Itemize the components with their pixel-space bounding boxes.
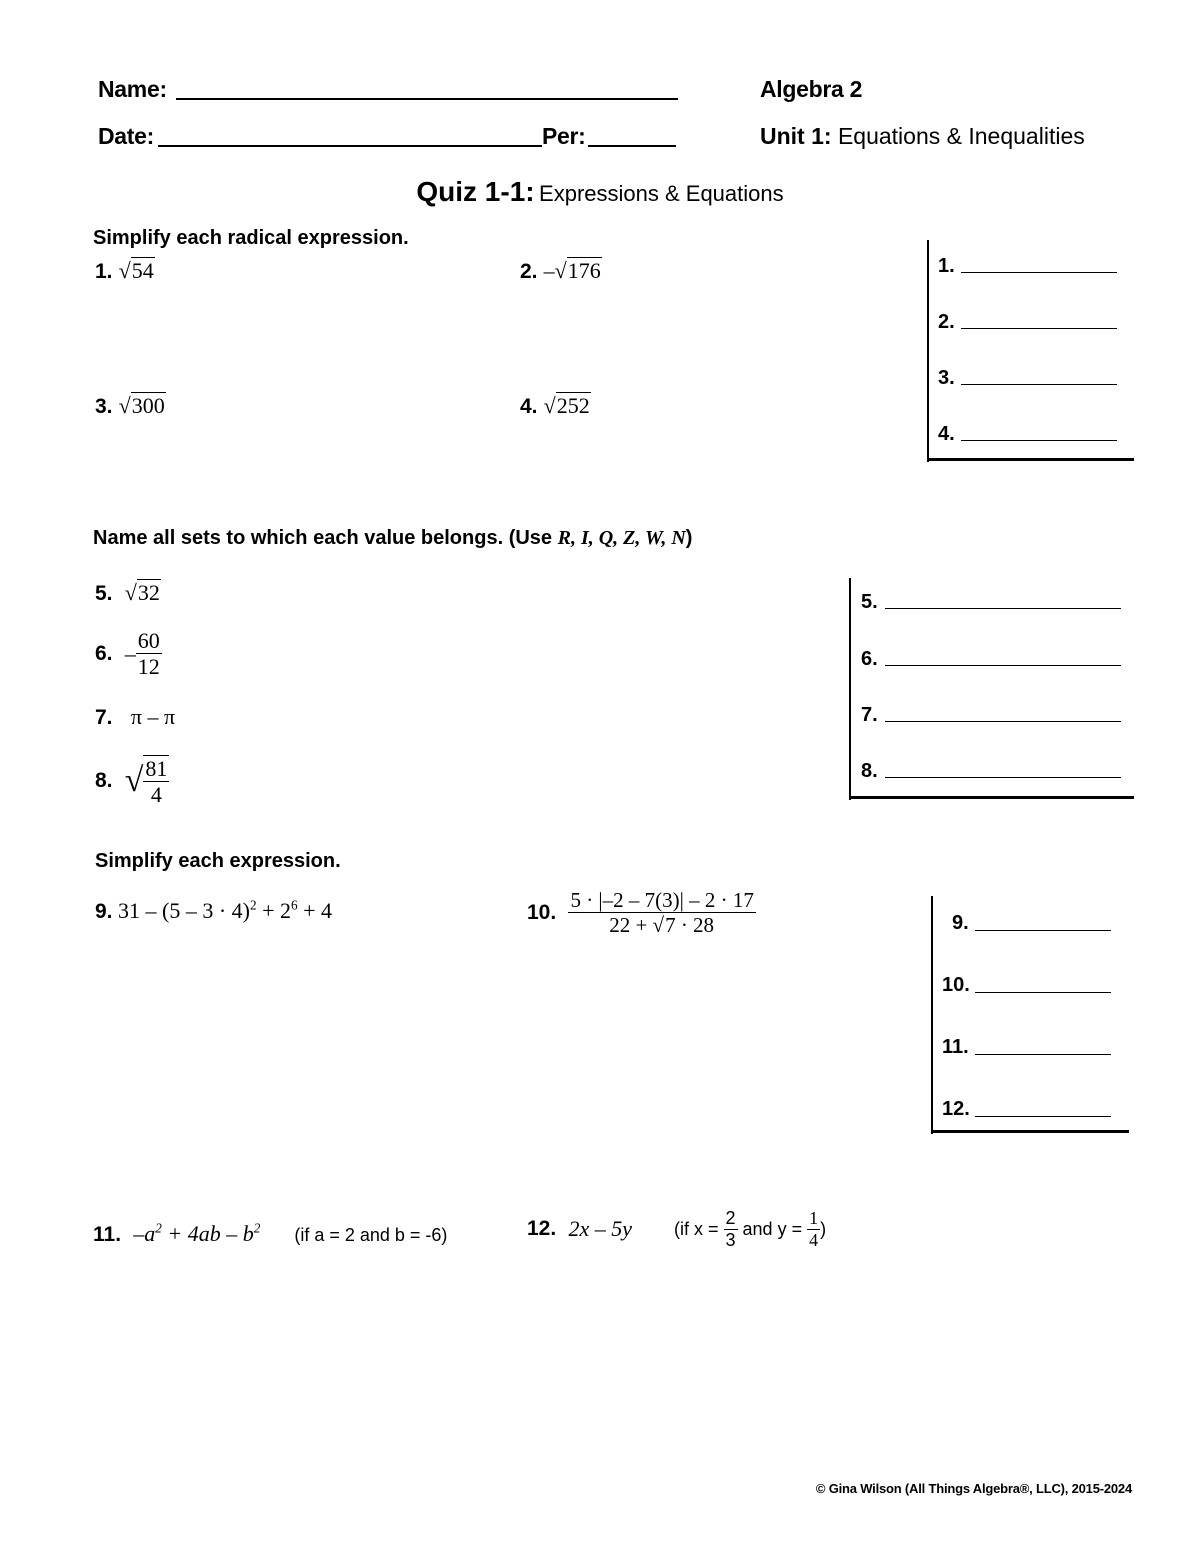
answer-field-4[interactable] bbox=[961, 440, 1117, 441]
per-field[interactable] bbox=[588, 145, 676, 147]
answer-field-7[interactable] bbox=[885, 721, 1121, 722]
problem-11-condition: (if a = 2 and b = -6) bbox=[294, 1225, 448, 1245]
answer-field-1[interactable] bbox=[961, 272, 1117, 273]
answer-box-1-base bbox=[927, 458, 1134, 461]
answer-field-12[interactable] bbox=[975, 1116, 1111, 1117]
problem-12: 12. 2x – 5y (if x = $\frac{2}{3}$ and y = $\frac{1}{4}$ ) bbox=[527, 1208, 827, 1250]
answer-label-10: 10. bbox=[942, 974, 970, 996]
problem-3: 3. √300 bbox=[95, 393, 165, 418]
name-label: Name: bbox=[98, 76, 167, 102]
answer-label-3: 3. bbox=[938, 367, 955, 389]
answer-field-5[interactable] bbox=[885, 608, 1121, 609]
answer-field-6[interactable] bbox=[885, 665, 1121, 666]
unit-name: Equations & Inequalities bbox=[837, 123, 1085, 149]
problem-12-condition: (if x = $\frac{2}{3}$ and y = $\frac{1}{4}$ ) bbox=[673, 1208, 827, 1250]
date-label: Date: bbox=[98, 123, 155, 149]
date-field[interactable] bbox=[158, 145, 542, 147]
section-radical-heading: Simplify each radical expression. bbox=[93, 227, 409, 249]
unit-title bbox=[760, 123, 1085, 150]
problem-11: 11. $-a^2 + 4ab - b^2$ (if a = 2 and b = -6) bbox=[93, 1220, 448, 1246]
answer-label-8: 8. bbox=[861, 760, 878, 782]
section-sets-heading: Name all sets to which each value belongs. (Use R, I, Q, Z, W, N) bbox=[93, 527, 693, 549]
problem-5: 5. √32 bbox=[95, 580, 160, 605]
problem-2: 2. –√176 bbox=[520, 258, 601, 283]
answer-box-2-base bbox=[849, 796, 1134, 799]
set-letters: R, I, Q, Z, W, N bbox=[557, 527, 686, 549]
answer-field-3[interactable] bbox=[961, 384, 1117, 385]
page-title bbox=[0, 176, 1200, 208]
answer-label-7: 7. bbox=[861, 704, 878, 726]
problem-10: 10. $\frac{5 \cdot |-2 - 7(3)| - 2 \cdot 17}{22 + √7 \cdot 28}$ bbox=[527, 888, 754, 938]
course-title: Algebra 2 bbox=[760, 76, 863, 102]
quiz-name: Expressions & Equations bbox=[539, 181, 784, 206]
answer-label-1: 1. bbox=[938, 255, 955, 277]
problem-9: 9. $31 - (5 - 3 \cdot 4)^2 + 2^6 + 4$ bbox=[95, 897, 333, 923]
unit-number: Unit 1: bbox=[760, 123, 832, 149]
answer-label-2: 2. bbox=[938, 311, 955, 333]
answer-box-3-base bbox=[931, 1130, 1129, 1133]
answer-label-9: 9. bbox=[952, 912, 969, 934]
answer-label-12: 12. bbox=[942, 1098, 970, 1120]
copyright-footer: © Gina Wilson (All Things Algebra®, LLC), 2015-2024 bbox=[815, 1481, 1132, 1496]
problem-6: 6. – $\frac{60}{12}$ bbox=[95, 628, 160, 680]
answer-field-11[interactable] bbox=[975, 1054, 1111, 1055]
answer-label-4: 4. bbox=[938, 423, 955, 445]
answer-box-1-border bbox=[927, 240, 929, 462]
answer-label-6: 6. bbox=[861, 648, 878, 670]
problem-4: 4. √252 bbox=[520, 393, 590, 418]
answer-label-5: 5. bbox=[861, 591, 878, 613]
answer-field-10[interactable] bbox=[975, 992, 1111, 993]
answer-field-9[interactable] bbox=[975, 930, 1111, 931]
answer-box-2-border bbox=[849, 578, 851, 800]
problem-7: 7. π – π bbox=[95, 704, 176, 729]
answer-field-2[interactable] bbox=[961, 328, 1117, 329]
problem-8: 8. √ $\frac{81}{4}$ bbox=[95, 756, 168, 808]
answer-box-3-border bbox=[931, 896, 933, 1134]
name-field[interactable] bbox=[176, 98, 678, 100]
section-simplify-heading: Simplify each expression. bbox=[95, 850, 341, 872]
problem-1: 1. √54 bbox=[95, 258, 154, 283]
answer-field-8[interactable] bbox=[885, 777, 1121, 778]
answer-label-11: 11. bbox=[942, 1036, 969, 1058]
per-label: Per: bbox=[542, 123, 586, 149]
quiz-number: Quiz 1-1: bbox=[416, 176, 535, 207]
